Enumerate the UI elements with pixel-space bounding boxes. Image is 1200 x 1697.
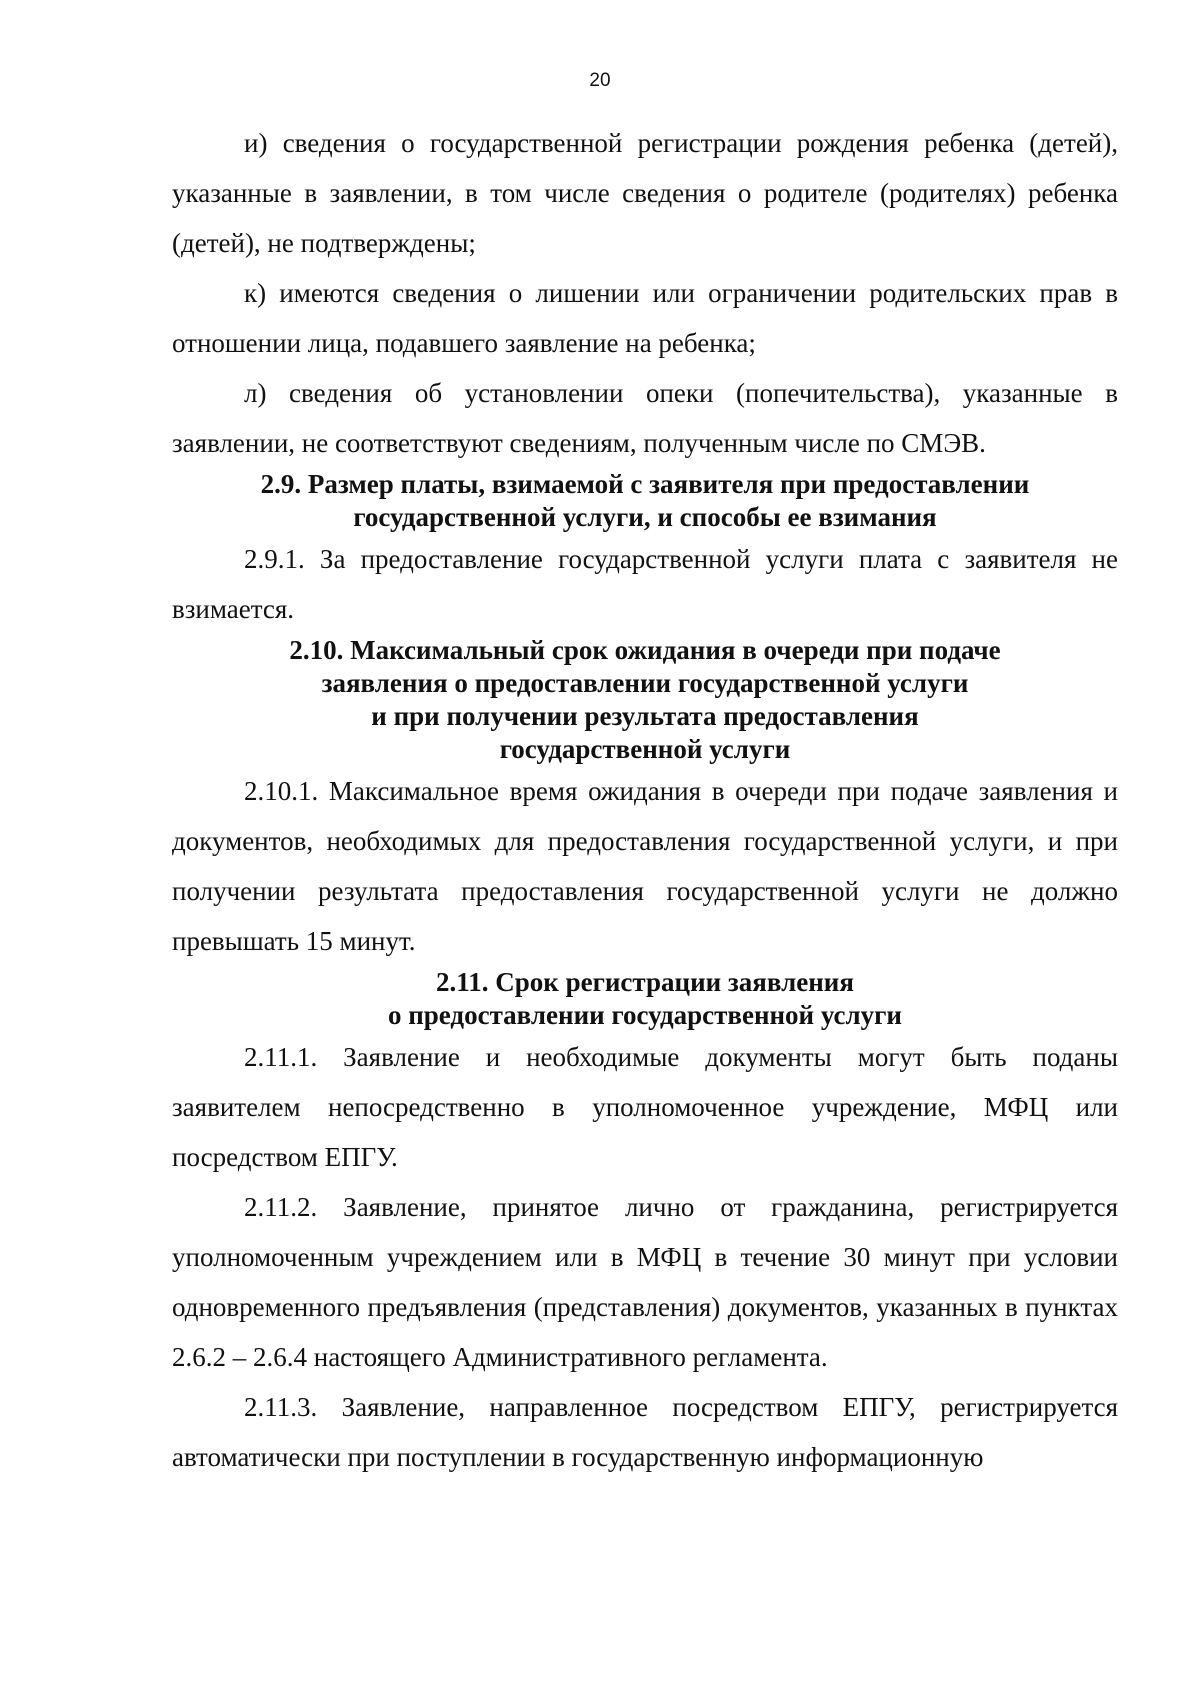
- heading-line: 2.11. Срок регистрации заявления: [436, 967, 854, 997]
- document-body: [172, 118, 1118, 1482]
- paragraph-2-11-3: 2.11.3. Заявление, направленное посредством ЕПГУ, регистрируется автоматически при поступлении в государственную информационную: [172, 1392, 1118, 1472]
- paragraph-2-11-2: 2.11.2. Заявление, принятое лично от гражданина, регистрируется уполномоченным учреждением или в МФЦ в течение 30 минут при условии одновременного предъявления (представления) документов, указанных в пунктах 2.6.2 – 2.6.4 настоящего Административного регламента.: [172, 1192, 1118, 1372]
- paragraph-2-11-1: 2.11.1. Заявление и необходимые документы могут быть поданы заявителем непосредственно в уполномоченное учреждение, МФЦ или посредством ЕПГУ.: [172, 1042, 1118, 1172]
- heading-line: заявления о предоставлении государственной услуги: [321, 668, 969, 698]
- paragraph-i: и) сведения о государственной регистрации рождения ребенка (детей), указанные в заявлении, в том числе сведения о родителе (родителях) ребенка (детей), не подтверждены;: [172, 128, 1118, 258]
- heading-line: и при получении результата предоставления: [371, 701, 919, 731]
- paragraph-2-10-1: 2.10.1. Максимальное время ожидания в очереди при подаче заявления и документов, необходимых для предоставления государственной услуги, и при получении результата предоставления государственной услуги не должно превышать 15 минут.: [172, 776, 1118, 956]
- section-heading-2-9: [172, 468, 1118, 534]
- heading-line: государственной услуги, и способы ее взимания: [353, 502, 937, 532]
- page-number: 20: [589, 70, 611, 91]
- heading-line: 2.10. Максимальный срок ожидания в очереди при подаче: [289, 635, 1001, 665]
- heading-line: государственной услуги: [499, 734, 791, 764]
- section-heading-2-10: [172, 634, 1118, 766]
- heading-line: о предоставлении государственной услуги: [387, 1000, 902, 1030]
- paragraph-k: к) имеются сведения о лишении или ограничении родительских прав в отношении лица, подавшего заявление на ребенка;: [172, 278, 1118, 358]
- section-heading-2-11: [172, 966, 1118, 1032]
- paragraph-2-9-1: 2.9.1. За предоставление государственной услуги плата с заявителя не взимается.: [172, 544, 1118, 624]
- paragraph-l: л) сведения об установлении опеки (попечительства), указанные в заявлении, не соответствуют сведениям, полученным числе по СМЭВ.: [172, 378, 1118, 458]
- heading-line: 2.9. Размер платы, взимаемой с заявителя при предоставлении: [260, 469, 1030, 499]
